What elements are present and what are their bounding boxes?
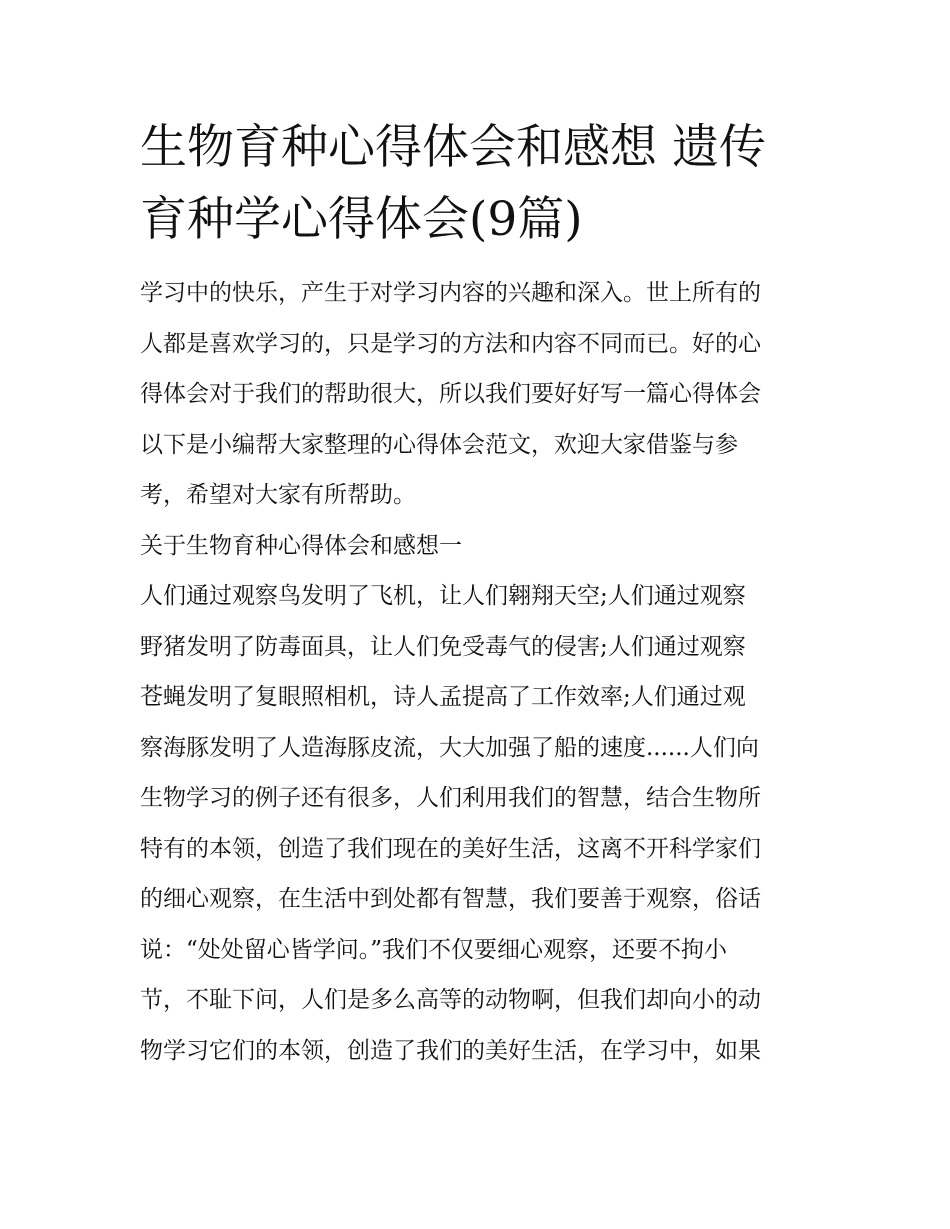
text-line: 的细心观察，在生活中到处都有智慧，我们要善于观察，俗话 <box>140 886 761 912</box>
text-line: 节，不耻下问，人们是多么高等的动物啊，但我们却向小的动 <box>140 987 761 1013</box>
text-line: 人都是喜欢学习的，只是学习的方法和内容不同而已。好的心 <box>140 330 761 357</box>
text-line: 生物学习的例子还有很多，人们利用我们的智慧，结合生物所 <box>140 785 761 811</box>
title-line: 生物育种心得体会和感想 遗传 <box>140 120 766 175</box>
text-line: 学习中的快乐，产生于对学习内容的兴趣和深入。世上所有的 <box>140 280 761 306</box>
section-heading-text: 关于生物育种心得体会和感想一 <box>140 532 462 559</box>
section-heading <box>140 521 812 572</box>
document-content <box>140 112 812 1076</box>
text-line: 野猪发明了防毒面具，让人们免受毒气的侵害;人们通过观察 <box>140 633 746 660</box>
text-line: 察海豚发明了人造海豚皮流，大大加强了船的速度......人们向 <box>140 734 759 761</box>
text-line: 以下是小编帮大家整理的心得体会范文，欢迎大家借鉴与参 <box>140 431 738 458</box>
text-line: 考，希望对大家有所帮助。 <box>140 482 416 508</box>
text-line: 说：“处处留心皆学问。”我们不仅要细心观察，还要不拘小 <box>140 936 728 963</box>
text-line: 苍蝇发明了复眼照相机，诗人孟提高了工作效率;人们通过观 <box>140 684 746 710</box>
title-line: 育种学心得体会(9篇) <box>140 192 583 247</box>
text-line: 物学习它们的本领，创造了我们的美好生活，在学习中，如果 <box>140 1037 761 1064</box>
text-line: 特有的本领，创造了我们现在的美好生活，这离不开科学家们 <box>140 835 761 862</box>
text-line: 人们通过观察鸟发明了飞机，让人们翱翔天空;人们通过观察 <box>140 583 746 609</box>
document-title <box>140 112 812 256</box>
body-paragraph <box>140 571 812 1076</box>
text-line: 得体会对于我们的帮助很大，所以我们要好好写一篇心得体会 <box>140 381 761 407</box>
intro-paragraph <box>140 268 812 521</box>
